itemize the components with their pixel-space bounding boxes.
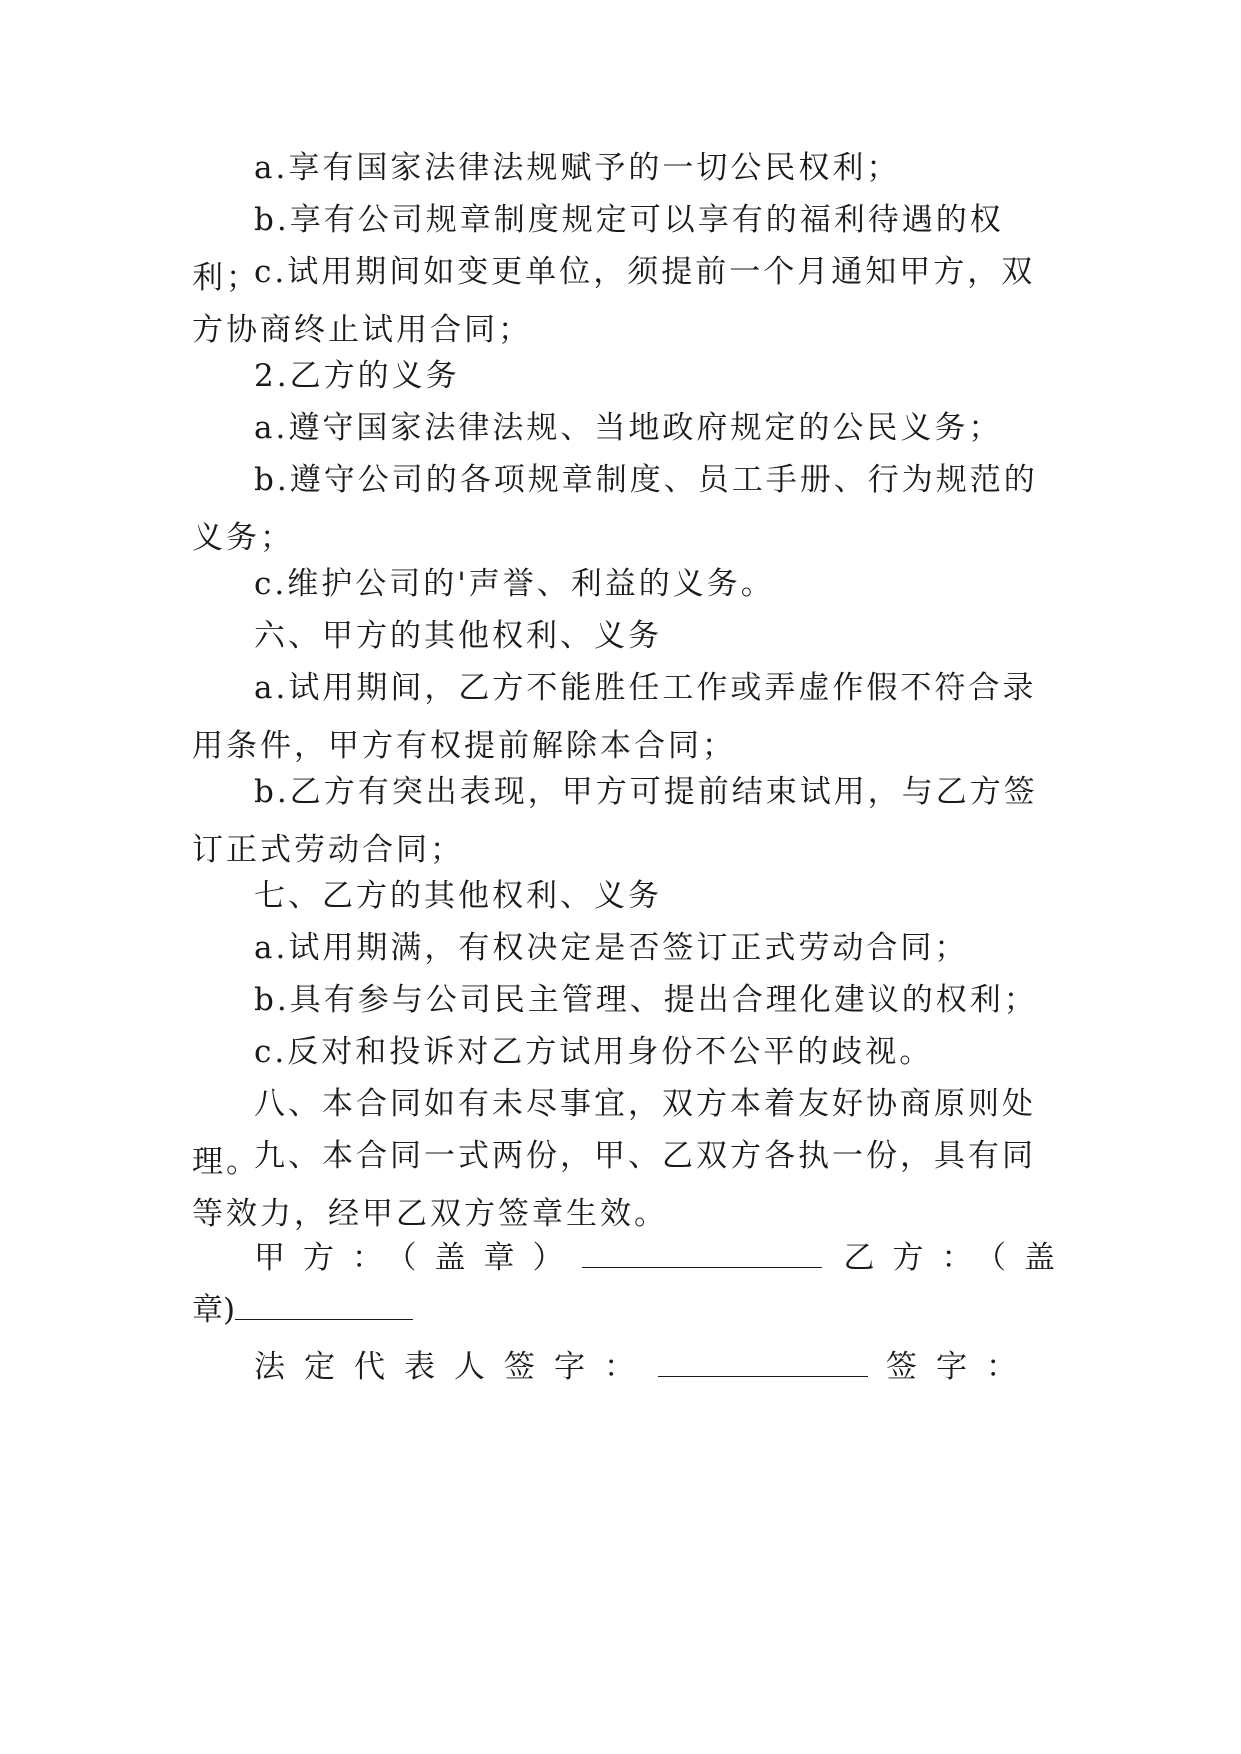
- party-a-seal-blank: [582, 1229, 822, 1268]
- legal-rep-signature-line: [254, 1338, 1052, 1396]
- party-b-seal-blank: [235, 1281, 413, 1320]
- legal-rep-blank: [658, 1338, 868, 1377]
- paragraph-13: b.具有参与公司民主管理、提出合理化建议的权利；: [254, 982, 1038, 1018]
- paragraph-7: c.维护公司的'声誉、利益的义务。: [254, 566, 775, 602]
- paragraph-10: b.乙方有突出表现，甲方可提前结束试用，与乙方签订正式劳动合同；: [192, 774, 1038, 868]
- paragraph-4: 2.乙方的义务: [254, 358, 460, 394]
- party-b-sign-label: 签字：: [886, 1349, 1036, 1385]
- paragraph-14: c.反对和投诉对乙方试用身份不公平的歧视。: [254, 1034, 934, 1070]
- party-signature-line: [254, 1229, 1073, 1287]
- paragraph-12: a.试用期满，有权决定是否签订正式劳动合同；: [254, 930, 969, 966]
- paragraph-3: c.试用期间如变更单位，须提前一个月通知甲方，双方协商终止试用合同；: [192, 254, 1036, 348]
- paragraph-1: a.享有国家法律法规赋予的一切公民权利；: [254, 150, 901, 186]
- legal-rep-label: 法定代表人签字：: [254, 1349, 654, 1385]
- paragraph-6: b.遵守公司的各项规章制度、员工手册、行为规范的义务；: [192, 462, 1038, 556]
- section-heading-7: 七、乙方的其他权利、义务: [254, 878, 662, 914]
- party-a-seal-label: 甲方：（盖章）: [254, 1240, 582, 1276]
- party-b-seal-label-cont: 章): [192, 1292, 236, 1328]
- paragraph-9: a.试用期间，乙方不能胜任工作或弄虚作假不符合录用条件，甲方有权提前解除本合同；: [192, 670, 1037, 764]
- paragraph-2: b.享有公司规章制度规定可以享有的福利待遇的权利；: [192, 202, 1004, 296]
- party-b-seal-line-cont: [192, 1281, 1052, 1339]
- party-b-seal-label: 乙方：（盖: [843, 1240, 1073, 1276]
- section-heading-9: 九、本合同一式两份，甲、乙双方各执一份，具有同等效力，经甲乙双方签章生效。: [192, 1138, 1036, 1232]
- section-heading-8: 八、本合同如有未尽事宜，双方本着友好协商原则处理。: [192, 1086, 1036, 1180]
- section-heading-6: 六、甲方的其他权利、义务: [254, 618, 662, 654]
- paragraph-5: a.遵守国家法律法规、当地政府规定的公民义务；: [254, 410, 1003, 446]
